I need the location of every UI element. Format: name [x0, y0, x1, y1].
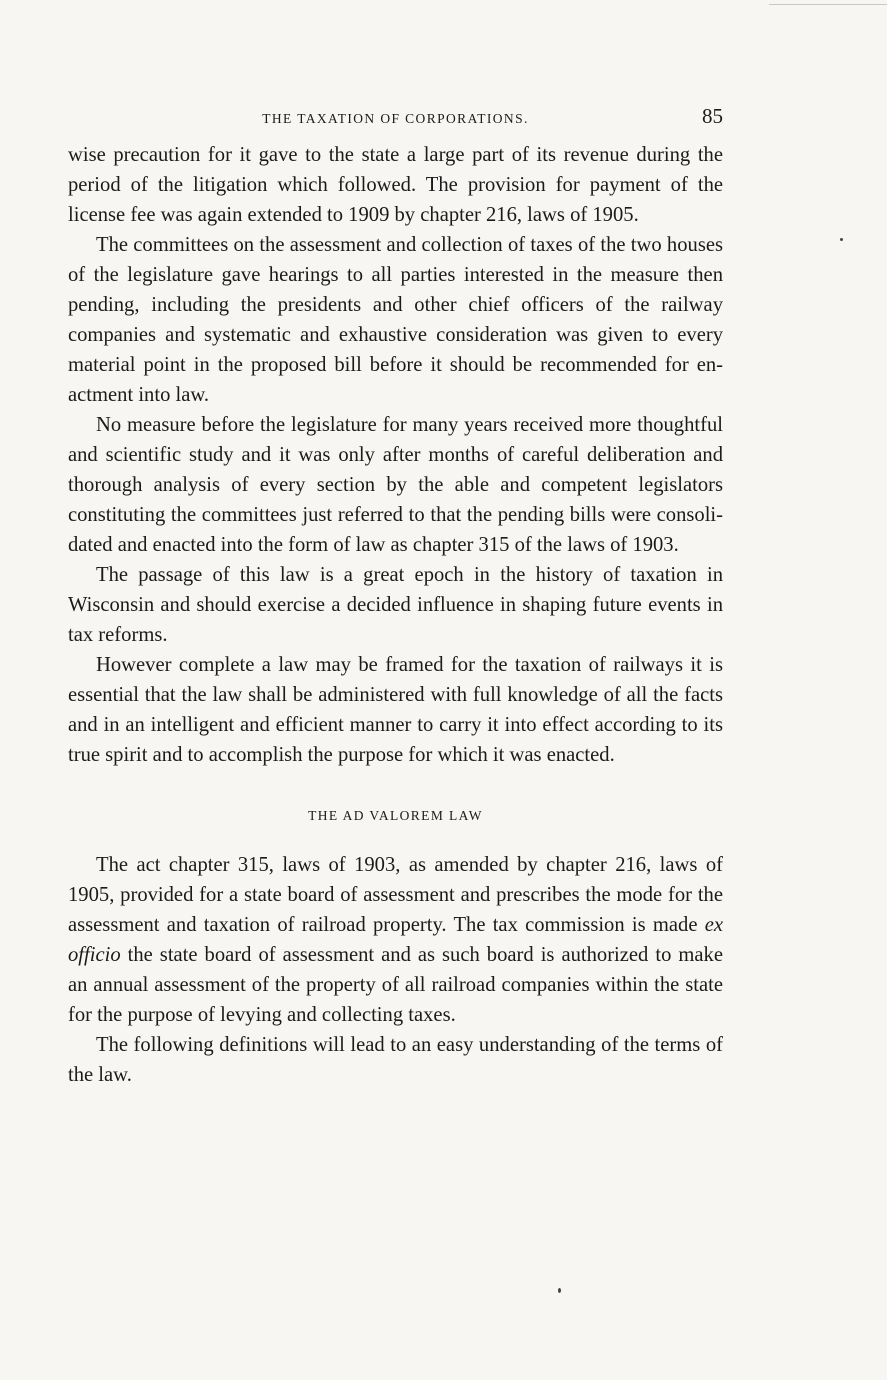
act-text-start: The act chapter 315, laws of 1903, as amended by chapter 216, laws of 1905, provided for a state board of assessment and prescribes the mode for the assessment and taxation of railroad property. The tax commission is made — [68, 854, 723, 936]
paragraph-continuation: wise precaution for it gave to the state a large part of its revenue during the period of the litigation which followed. The provision for payment of the license fee was again extended to 1909 by chapter 216, laws of 1905. — [68, 144, 723, 226]
paragraph-ad-valorem-act — [68, 850, 723, 1030]
ink-speck — [558, 1288, 561, 1293]
italic-ex-officio: ex officio — [68, 914, 723, 966]
body-text-upper — [68, 140, 723, 770]
page-number: 85 — [702, 104, 723, 128]
body-text-lower — [68, 850, 723, 1090]
act-text-end: the state board of assessment and as such board is authorized to make an annual assessment of the property of all railroad companies within the state for the purpose of levying and collecting taxes. — [68, 944, 723, 1026]
page-header — [68, 100, 723, 140]
section-heading: THE AD VALOREM LAW — [308, 808, 483, 823]
ink-speck — [840, 238, 843, 241]
running-head: THE TAXATION OF CORPORATIONS. — [262, 111, 529, 126]
top-edge-rule — [769, 4, 887, 5]
paragraph-measure: No measure before the legislature for many years received more thoughtful and scientific study and it was only after months of careful deliberation and thorough analysis of every section by the able and competent legislators constituting the committees just referred to that the pending bills were consolidated and enacted into the form of law as chapter 315 of the laws of 1903. — [68, 414, 723, 556]
book-page — [68, 100, 723, 1090]
paragraph-administration: However complete a law may be framed for the taxation of railways it is essential that the law shall be administered with full knowledge of all the facts and in an intelligent and efficient manner to carry it into effect according to its true spirit and to accomplish the purpose for which it was enacted. — [68, 654, 723, 766]
paragraph-definitions: The following definitions will lead to an easy understanding of the terms of the law. — [68, 1034, 723, 1086]
paragraph-passage: The passage of this law is a great epoch in the history of taxation in Wisconsin and should exercise a decided influence in shaping future events in tax reforms. — [68, 564, 723, 646]
paragraph-committees: The committees on the assessment and collection of taxes of the two houses of the legislature gave hearings to all parties interested in the measure then pending, including the presidents and other chief officers of the railway companies and systematic and exhaustive consideration was given to every material point in the proposed bill before it should be recommended for enactment into law. — [68, 234, 723, 406]
